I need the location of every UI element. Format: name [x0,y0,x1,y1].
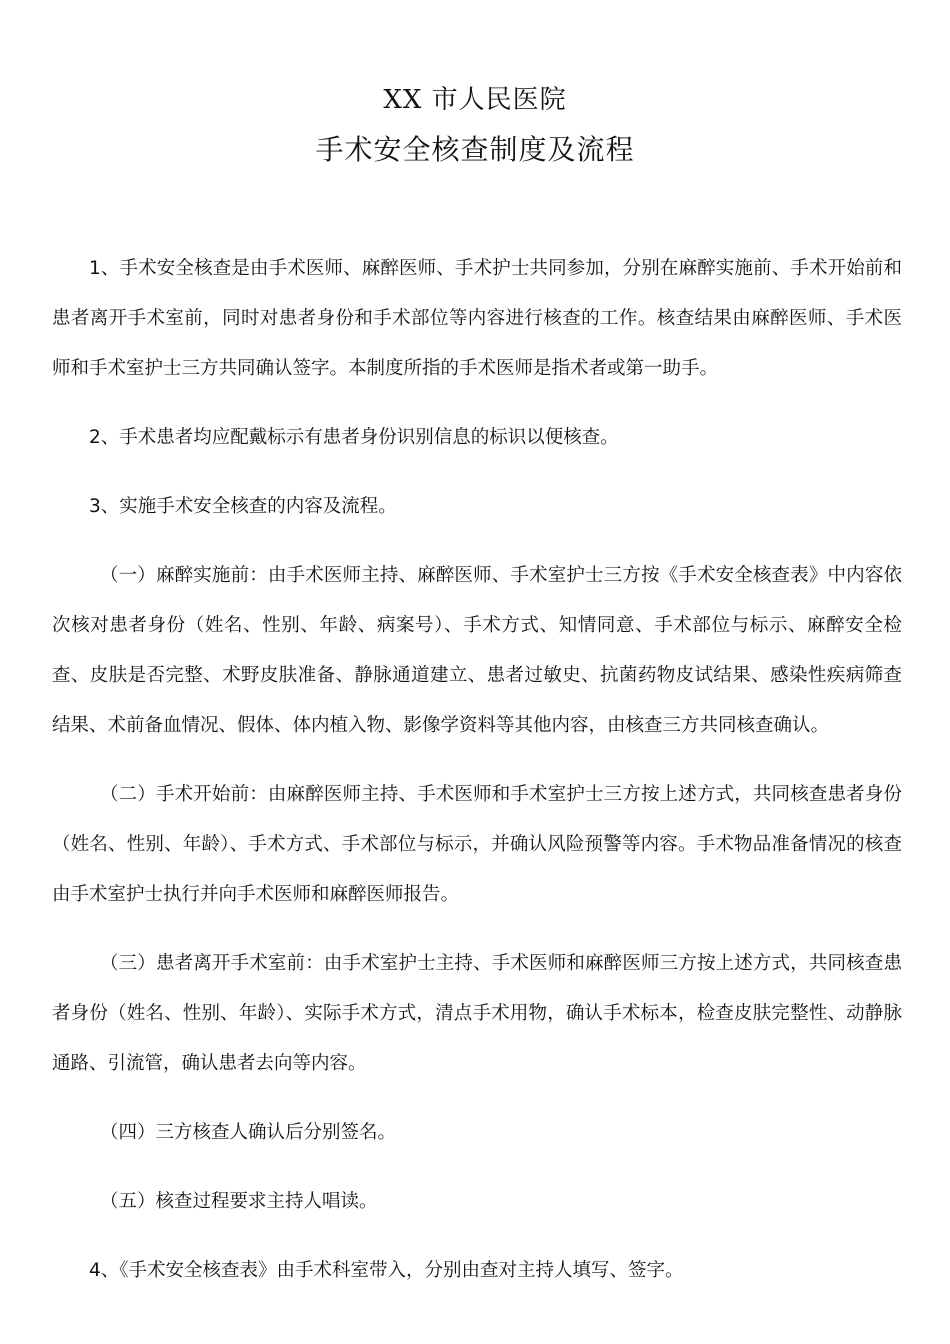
hospital-name: XX 市人民医院 [383,85,567,115]
paragraph-3-5: （五）核查过程要求主持人唱读。 [100,1191,378,1212]
paragraph-1: 1、手术安全核查是由手术医师、麻醉医师、手术护士共同参加，分别在麻醉实施前、手术开始前和患者离开手术室前，同时对患者身份和手术部位等内容进行核查的工作。核查结果由麻醉医师、手术医师和手术室护士三方共同确认签字。本制度所指的手术医师是指术者或第一助手。 [52,258,902,379]
document-title [0,76,950,176]
paragraph-3-1: （一）麻醉实施前：由手术医师主持、麻醉医师、手术室护士三方按《手术安全核查表》中内容依次核对患者身份（姓名、性别、年龄、病案号）、手术方式、知情同意、手术部位与标示、麻醉安全检查、皮肤是否完整、术野皮肤准备、静脉通道建立、患者过敏史、抗菌药物皮试结果、感染性疾病筛查结果、术前备血情况、假体、体内植入物、影像学资料等其他内容，由核查三方共同核查确认。 [52,565,902,736]
paragraph-3-4: （四）三方核查人确认后分别签名。 [100,1122,397,1143]
document-heading: 手术安全核查制度及流程 [315,133,635,166]
paragraph-4: 4、《手术安全核查表》由手术科室带入，分别由查对主持人填写、签字。 [89,1260,684,1281]
paragraph-3-3: （三）患者离开手术室前：由手术室护士主持、手术医师和麻醉医师三方按上述方式，共同核查患者身份（姓名、性别、年龄）、实际手术方式，清点手术用物，确认手术标本，检查皮肤完整性、动静脉通路、引流管，确认患者去向等内容。 [52,953,902,1074]
paragraph-2: 2、手术患者均应配戴标示有患者身份识别信息的标识以便核查。 [89,427,619,448]
paragraph-3-2: （二）手术开始前：由麻醉医师主持、手术医师和手术室护士三方按上述方式，共同核查患者身份（姓名、性别、年龄）、手术方式、手术部位与标示，并确认风险预警等内容。手术物品准备情况的核查由手术室护士执行并向手术医师和麻醉医师报告。 [52,784,902,905]
document-body [52,244,902,1315]
paragraph-3: 3、实施手术安全核查的内容及流程。 [89,496,397,517]
